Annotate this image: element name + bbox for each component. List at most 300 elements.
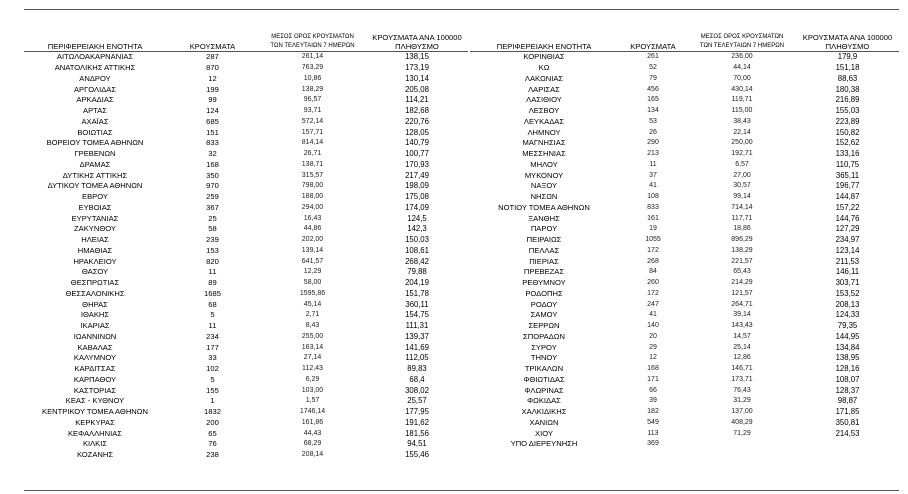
avg-cell: 44,14 <box>733 64 751 72</box>
table-row <box>470 385 899 396</box>
cases-cell: 134 <box>647 107 659 115</box>
rate-cell: 114,21 <box>405 95 429 105</box>
avg-cell: 8,43 <box>305 322 320 330</box>
region-cell: ΞΑΝΘΗΣ <box>528 213 560 223</box>
cases-cell: 1055 <box>645 236 661 244</box>
cases-cell: 151 <box>206 127 219 137</box>
rate-cell: 181,56 <box>405 428 429 438</box>
region-cell: ΑΙΤΩΛΟΑΚΑΡΝΑΝΙΑΣ <box>56 52 134 62</box>
rate-cell: 153,52 <box>835 288 860 298</box>
region-cell: ΔΥΤΙΚΗΣ ΑΤΤΙΚΗΣ <box>62 170 128 180</box>
region-cell: ΙΩΑΝΝΙΝΩΝ <box>73 331 117 341</box>
table-row <box>470 106 899 117</box>
region-cell: ΔΥΤΙΚΟΥ ΤΟΜΕΑ ΑΘΗΝΩΝ <box>47 181 143 191</box>
avg-cell: 572,14 <box>301 117 324 125</box>
col-header-rate-line1: ΚΡΟΥΣΜΑΤΑ ΑΝΑ 100000 <box>802 33 893 42</box>
avg-cell: 44,43 <box>303 429 322 437</box>
table-row <box>470 353 899 364</box>
header-row <box>470 26 899 52</box>
table-row <box>470 321 899 332</box>
col-header-avg-line2: ΤΩΝ ΤΕΛΕΥΤΑΙΩΝ 7 ΗΜΕΡΩΝ <box>699 43 785 49</box>
table-row <box>470 418 899 429</box>
cases-cell: 171 <box>647 375 659 383</box>
table-row <box>470 95 899 106</box>
avg-cell: 430,14 <box>731 85 753 93</box>
region-cell: ΜΕΣΣΗΝΙΑΣ <box>522 149 566 159</box>
table-row <box>470 138 899 149</box>
region-cell: ΠΑΡΟΥ <box>530 224 558 234</box>
table-row <box>470 375 899 386</box>
rate-cell: 214,53 <box>835 428 860 438</box>
col-header-avg-line2: ΤΩΝ ΤΕΛΕΥΤΑΙΩΝ 7 ΗΜΕΡΩΝ <box>270 43 355 49</box>
cases-cell: 76 <box>208 439 217 449</box>
avg-cell: 31,29 <box>733 397 751 405</box>
region-cell: ΑΧΑΪΑΣ <box>81 116 109 126</box>
rate-cell: 128,16 <box>835 364 860 374</box>
cases-cell: 155 <box>206 385 219 395</box>
table-row <box>24 396 468 407</box>
rate-cell: 198,09 <box>405 181 429 191</box>
region-cell: ΘΗΡΑΣ <box>82 299 108 309</box>
rate-cell: 152,62 <box>835 138 860 148</box>
rate-cell: 142,3 <box>407 224 427 234</box>
rate-cell: 68,4 <box>409 374 425 384</box>
cases-cell: 268 <box>647 257 659 265</box>
rate-cell: 139,37 <box>405 331 429 341</box>
avg-cell: 10,86 <box>303 74 322 82</box>
region-cell: ΑΡΓΟΛΙΔΑΣ <box>73 84 117 94</box>
rate-cell: 130,14 <box>405 73 429 83</box>
region-cell: ΡΟΔΟΥ <box>530 299 558 309</box>
cases-cell: 11 <box>208 267 217 277</box>
table-row <box>470 127 899 138</box>
rate-cell: 141,69 <box>405 342 429 352</box>
right-table-body <box>470 52 899 450</box>
col-header-cases: ΚΡΟΥΣΜΑΤΑ <box>618 26 688 52</box>
cases-cell: 25 <box>208 213 217 223</box>
table-row <box>24 353 468 364</box>
cases-cell: 1 <box>210 396 215 406</box>
avg-cell: 161,86 <box>301 418 324 426</box>
cases-cell: 238 <box>206 450 219 460</box>
table-row <box>24 256 468 267</box>
col-header-avg-line1: ΜΕΣΟΣ ΟΡΟΣ ΚΡΟΥΣΜΑΤΩΝ <box>700 34 784 40</box>
region-cell: ΙΘΑΚΗΣ <box>80 310 110 320</box>
table-row <box>24 160 468 171</box>
cases-cell: 66 <box>649 386 657 394</box>
region-cell: ΚΑΒΑΛΑΣ <box>77 342 113 352</box>
rate-cell: 123,14 <box>835 245 860 255</box>
rate-cell: 268,42 <box>405 256 429 266</box>
avg-cell: 188,00 <box>301 193 324 201</box>
rate-cell: 124,5 <box>407 213 427 223</box>
cases-cell: 168 <box>647 365 659 373</box>
avg-cell: 896,29 <box>731 236 753 244</box>
region-cell: ΚΕΝΤΡΙΚΟΥ ΤΟΜΕΑ ΑΘΗΝΩΝ <box>42 407 148 417</box>
avg-cell: 96,57 <box>303 96 322 104</box>
cases-cell: 20 <box>649 332 657 340</box>
table-row <box>470 117 899 128</box>
rate-cell: 88,63 <box>837 73 858 83</box>
table-row <box>470 256 899 267</box>
table-row <box>470 149 899 160</box>
rate-cell: 108,07 <box>835 374 860 384</box>
rate-cell: 110,75 <box>835 159 860 169</box>
col-header-avg <box>688 26 796 52</box>
col-header-region: ΠΕΡΙΦΕΡΕΙΑΚΗ ΕΝΟΤΗΤΑ <box>470 26 618 52</box>
region-cell: ΡΟΔΟΠΗΣ <box>525 288 563 298</box>
region-cell: ΜΥΚΟΝΟΥ <box>524 170 564 180</box>
table-row <box>470 364 899 375</box>
table-row <box>24 181 468 192</box>
rate-cell: 94,51 <box>407 439 427 449</box>
avg-cell: 814,14 <box>301 139 324 147</box>
table-row <box>24 106 468 117</box>
cases-cell: 549 <box>647 418 659 426</box>
header-row <box>24 26 468 52</box>
cases-cell: 833 <box>206 138 219 148</box>
region-cell: ΚΟΖΑΝΗΣ <box>76 450 114 460</box>
rate-cell <box>796 439 899 450</box>
region-cell: ΕΥΡΥΤΑΝΙΑΣ <box>71 213 119 223</box>
table-row <box>470 289 899 300</box>
rate-cell: 223,89 <box>835 116 860 126</box>
rate-cell: 128,37 <box>835 385 860 395</box>
rate-cell: 303,71 <box>835 278 860 288</box>
region-cell: ΧΑΛΚΙΔΙΚΗΣ <box>521 407 567 417</box>
rate-cell: 157,22 <box>835 202 860 212</box>
table-row <box>24 170 468 181</box>
region-cell: ΠΕΛΛΑΣ <box>528 245 560 255</box>
region-cell: ΖΑΚΥΝΘΟΥ <box>74 224 116 234</box>
left-table-body <box>24 52 468 461</box>
region-cell: ΝΗΣΩΝ <box>530 192 558 202</box>
avg-cell: 12,86 <box>733 354 751 362</box>
rate-cell: 144,76 <box>835 213 860 223</box>
avg-cell: 408,29 <box>731 418 753 426</box>
rate-cell: 154,75 <box>405 310 429 320</box>
cases-cell: 68 <box>208 299 217 309</box>
avg-cell: 146,71 <box>731 365 753 373</box>
table-row <box>470 160 899 171</box>
cases-cell: 58 <box>208 224 217 234</box>
cases-cell: 350 <box>206 170 219 180</box>
table-row <box>24 52 468 63</box>
rate-cell: 216,89 <box>835 95 860 105</box>
avg-cell: 143,43 <box>731 322 753 330</box>
top-rule <box>24 9 899 10</box>
bottom-rule <box>24 490 899 491</box>
avg-cell: 1595,86 <box>299 289 326 297</box>
rate-cell: 365,11 <box>835 170 860 180</box>
table-row <box>24 418 468 429</box>
avg-cell: 117,71 <box>731 214 753 222</box>
avg-cell: 1,57 <box>305 397 320 405</box>
avg-cell: 76,43 <box>733 386 751 394</box>
table-row <box>24 289 468 300</box>
rate-cell: 146,11 <box>835 267 860 277</box>
avg-cell: 14,57 <box>733 332 751 340</box>
avg-cell: 65,43 <box>733 268 751 276</box>
rate-cell: 220,76 <box>405 116 429 126</box>
avg-cell: 22,14 <box>733 128 751 136</box>
table-row <box>24 375 468 386</box>
table-row <box>24 63 468 74</box>
cases-cell: 172 <box>647 289 659 297</box>
cases-cell: 172 <box>647 246 659 254</box>
avg-cell: 26,71 <box>303 150 322 158</box>
region-cell: ΣΕΡΡΩΝ <box>528 321 560 331</box>
region-cell: ΤΡΙΚΑΛΩΝ <box>524 364 564 374</box>
avg-cell: 38,43 <box>733 117 751 125</box>
avg-cell: 221,57 <box>731 257 753 265</box>
table-row <box>470 407 899 418</box>
avg-cell: 103,00 <box>301 386 324 394</box>
region-cell: ΚΑΡΠΑΘΟΥ <box>73 374 117 384</box>
region-cell: ΑΝΔΡΟΥ <box>79 73 111 83</box>
region-cell: ΠΕΙΡΑΙΩΣ <box>526 235 562 245</box>
table-row <box>470 84 899 95</box>
rate-cell: 138,95 <box>835 353 860 363</box>
cases-cell: 12 <box>208 73 217 83</box>
cases-cell: 39 <box>649 397 657 405</box>
region-cell: ΛΕΣΒΟΥ <box>528 106 560 116</box>
table-row <box>470 74 899 85</box>
col-header-cases: ΚΡΟΥΣΜΑΤΑ <box>166 26 259 52</box>
rate-cell: 150,82 <box>835 127 860 137</box>
avg-cell: 25,14 <box>733 343 751 351</box>
col-header-rate-line2: ΠΛΗΘΥΣΜΟ <box>825 42 870 51</box>
cases-cell: 52 <box>649 64 657 72</box>
cases-cell: 11 <box>208 321 217 331</box>
table-row <box>24 321 468 332</box>
avg-cell: 163,14 <box>301 343 324 351</box>
avg-cell: 44,86 <box>303 225 322 233</box>
region-cell: ΜΗΛΟΥ <box>530 159 558 169</box>
rate-cell: 128,05 <box>405 127 429 137</box>
avg-cell: 99,14 <box>733 193 751 201</box>
rate-cell: 124,33 <box>835 310 860 320</box>
cases-cell: 165 <box>647 96 659 104</box>
table-row <box>470 213 899 224</box>
avg-cell: 30,57 <box>733 182 751 190</box>
cases-cell: 53 <box>649 117 657 125</box>
table-row <box>470 203 899 214</box>
cases-cell: 79 <box>649 74 657 82</box>
rate-cell: 151,78 <box>405 288 429 298</box>
rate-cell: 100,77 <box>405 149 429 159</box>
avg-cell: 798,00 <box>301 182 324 190</box>
col-header-avg <box>259 26 366 52</box>
avg-cell: 119,71 <box>731 96 753 104</box>
region-cell: ΔΡΑΜΑΣ <box>79 159 111 169</box>
region-cell: ΙΚΑΡΙΑΣ <box>80 321 110 331</box>
avg-cell: 6,29 <box>305 375 320 383</box>
avg-cell: 71,29 <box>733 429 751 437</box>
col-header-avg-line1: ΜΕΣΟΣ ΟΡΟΣ ΚΡΟΥΣΜΑΤΩΝ <box>271 34 354 40</box>
rate-cell: 133,16 <box>835 149 860 159</box>
col-header-rate <box>796 26 899 52</box>
rate-cell: 134,84 <box>835 342 860 352</box>
rate-cell: 177,95 <box>405 407 429 417</box>
cases-cell: 261 <box>647 53 659 61</box>
region-cell: ΑΝΑΤΟΛΙΚΗΣ ΑΤΤΙΚΗΣ <box>54 63 136 73</box>
avg-cell: 70,00 <box>733 74 751 82</box>
cases-cell: 182 <box>647 408 659 416</box>
rate-cell: 89,83 <box>407 364 427 374</box>
cases-cell: 161 <box>647 214 659 222</box>
rate-cell: 234,97 <box>835 235 860 245</box>
region-cell: ΧΑΝΙΩΝ <box>529 417 559 427</box>
rate-cell: 144,87 <box>835 192 860 202</box>
table-row <box>24 407 468 418</box>
table-row <box>24 439 468 450</box>
region-cell: ΜΑΓΝΗΣΙΑΣ <box>522 138 566 148</box>
cases-cell: 367 <box>206 202 219 212</box>
region-cell: ΑΡΤΑΣ <box>83 106 107 116</box>
region-cell: ΛΗΜΝΟΥ <box>527 127 561 137</box>
rate-cell: 208,13 <box>835 299 860 309</box>
rate-cell: 138,15 <box>405 52 429 62</box>
table-row <box>24 224 468 235</box>
avg-cell: 255,00 <box>301 332 324 340</box>
rate-cell: 175,08 <box>405 192 429 202</box>
region-cell: ΑΡΚΑΔΙΑΣ <box>76 95 114 105</box>
table-row <box>470 192 899 203</box>
region-cell: ΘΕΣΠΡΩΤΙΑΣ <box>70 278 120 288</box>
avg-cell: 208,14 <box>301 451 324 459</box>
table-row <box>470 52 899 63</box>
avg-cell: 264,71 <box>731 300 753 308</box>
cases-cell: 102 <box>206 364 219 374</box>
region-cell: ΣΑΜΟΥ <box>530 310 558 320</box>
table-row <box>24 95 468 106</box>
rate-cell: 205,08 <box>405 84 429 94</box>
rate-cell: 112,05 <box>405 353 429 363</box>
table-row <box>24 235 468 246</box>
rate-cell: 179,9 <box>837 52 858 62</box>
table-row <box>470 428 899 439</box>
avg-cell: 138,71 <box>301 160 324 168</box>
avg-cell: 27,14 <box>303 354 322 362</box>
avg-cell: 315,57 <box>301 171 324 179</box>
table-row <box>24 149 468 160</box>
region-cell: ΚΙΛΚΙΣ <box>82 439 108 449</box>
table-row <box>470 439 899 450</box>
region-cell: ΡΕΘΥΜΝΟΥ <box>522 278 566 288</box>
region-cell: ΚΕΦΑΛΛΗΝΙΑΣ <box>67 428 123 438</box>
rate-cell: 140,79 <box>405 138 429 148</box>
avg-cell: 139,14 <box>301 246 324 254</box>
table-row <box>24 428 468 439</box>
table-row <box>24 192 468 203</box>
table-row <box>24 213 468 224</box>
rate-cell: 180,38 <box>835 84 860 94</box>
table-row <box>470 170 899 181</box>
cases-cell: 456 <box>647 85 659 93</box>
cases-cell: 259 <box>206 192 219 202</box>
avg-cell: 18,86 <box>733 225 751 233</box>
avg-cell: 714,14 <box>731 203 753 211</box>
cases-cell: 37 <box>649 171 657 179</box>
cases-cell: 5 <box>210 374 215 384</box>
avg-cell: 261,14 <box>301 53 324 61</box>
table-row <box>24 450 468 461</box>
cases-cell: 140 <box>647 322 659 330</box>
rate-cell: 191,62 <box>405 417 429 427</box>
rate-cell: 182,68 <box>405 106 429 116</box>
rate-cell: 360,11 <box>405 299 429 309</box>
region-cell: ΗΜΑΘΙΑΣ <box>77 245 113 255</box>
region-cell: ΤΗΝΟΥ <box>530 353 558 363</box>
cases-cell: 5 <box>210 310 215 320</box>
cases-cell: 33 <box>208 353 217 363</box>
avg-cell: 27,00 <box>733 171 751 179</box>
table-row <box>24 332 468 343</box>
rate-cell: 111,31 <box>405 321 429 331</box>
table-row <box>24 267 468 278</box>
region-cell: ΚΩ <box>538 63 550 73</box>
rate-cell: 150,03 <box>405 235 429 245</box>
rate-cell: 350,81 <box>835 417 860 427</box>
avg-cell: 641,57 <box>301 257 324 265</box>
region-cell: ΚΕΡΚΥΡΑΣ <box>75 417 115 427</box>
cases-cell: 970 <box>206 181 219 191</box>
avg-cell: 115,00 <box>731 107 753 115</box>
region-cell: ΚΑΣΤΟΡΙΑΣ <box>73 385 117 395</box>
region-cell: ΚΑΡΔΙΤΣΑΣ <box>74 364 116 374</box>
cases-cell: 99 <box>208 95 217 105</box>
rate-cell: 25,57 <box>407 396 427 406</box>
region-cell: ΣΥΡΟΥ <box>531 342 557 352</box>
avg-cell: 173,71 <box>731 375 753 383</box>
rate-cell: 144,95 <box>835 331 860 341</box>
table-row <box>470 396 899 407</box>
cases-cell: 89 <box>208 278 217 288</box>
table-row <box>470 235 899 246</box>
rate-cell: 308,02 <box>405 385 429 395</box>
rate-cell: 155,46 <box>405 450 429 460</box>
table-row <box>24 84 468 95</box>
avg-cell: 763,29 <box>301 64 324 72</box>
avg-cell: 68,29 <box>303 440 322 448</box>
region-cell: ΦΘΙΩΤΙΔΑΣ <box>523 374 565 384</box>
avg-cell: 236,00 <box>731 53 753 61</box>
region-cell: ΚΕΑΣ - ΚΥΘΝΟΥ <box>65 396 125 406</box>
table-row <box>24 342 468 353</box>
rate-cell: 151,18 <box>835 63 860 73</box>
table-row <box>24 385 468 396</box>
cases-cell: 26 <box>649 128 657 136</box>
region-cell: ΣΠΟΡΑΔΩΝ <box>523 331 565 341</box>
region-cell: ΛΑΣΙΘΙΟΥ <box>526 95 562 105</box>
region-cell: ΛΑΡΙΣΑΣ <box>528 84 560 94</box>
avg-cell: 93,71 <box>303 107 322 115</box>
rate-cell: 171,85 <box>835 407 860 417</box>
cases-cell: 153 <box>206 245 219 255</box>
table-row <box>24 278 468 289</box>
cases-cell: 213 <box>647 150 659 158</box>
rate-cell: 98,87 <box>837 396 858 406</box>
cases-cell: 200 <box>206 417 219 427</box>
region-cell: ΕΒΡΟΥ <box>82 192 108 202</box>
cases-cell: 65 <box>208 428 217 438</box>
cases-cell: 369 <box>647 440 659 448</box>
rate-cell: 174,09 <box>405 202 429 212</box>
region-cell: ΘΑΣΟΥ <box>81 267 109 277</box>
cases-cell: 870 <box>206 63 219 73</box>
col-header-rate-line1: ΚΡΟΥΣΜΑΤΑ ΑΝΑ 100000 <box>372 33 462 42</box>
